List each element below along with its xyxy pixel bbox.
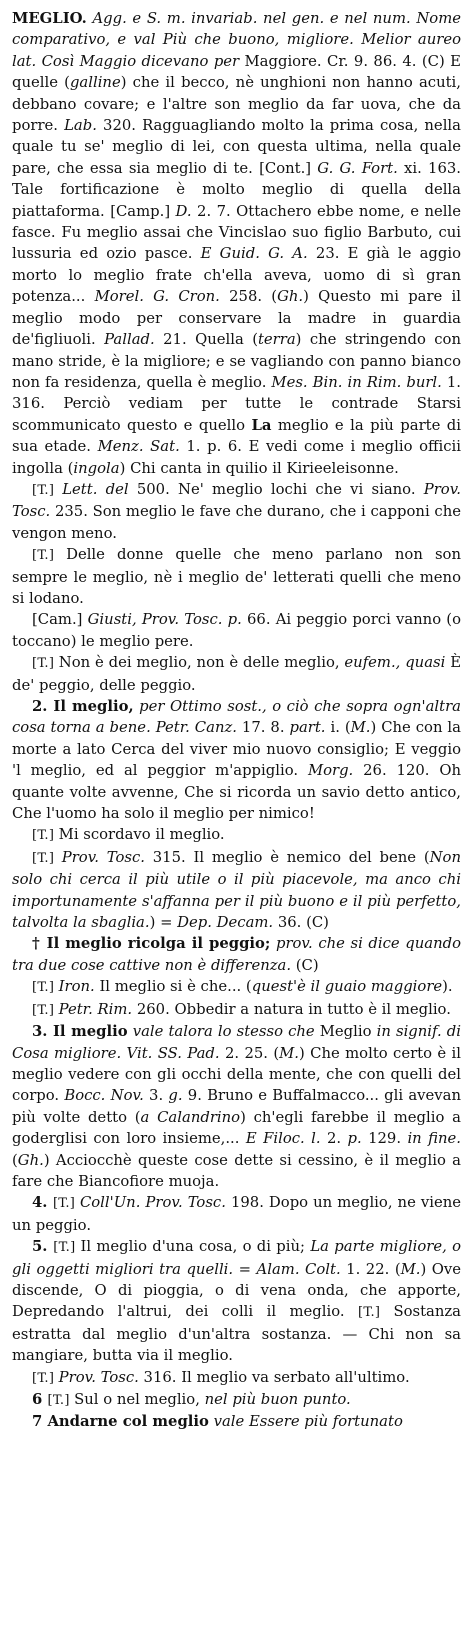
source-tag: [T.] xyxy=(32,1370,59,1386)
entry-paragraph xyxy=(12,1021,461,1192)
italic-text: Morel. G. Cron. xyxy=(94,288,220,306)
body-text: 129. xyxy=(361,1130,408,1148)
entry-paragraph xyxy=(12,479,461,544)
body-text: 2. 25. ( xyxy=(219,1044,280,1062)
body-text: ) Che con la morte a lato Cerca del viver mio nuovo consiglio; E veggio 'l meglio, ed al peggior m'appiglio. xyxy=(12,719,461,780)
body-text: ) Questo mi pare il meglio modo per conservare la madre in guardia de'figliuoli. xyxy=(12,288,462,349)
entry-paragraph xyxy=(12,609,461,652)
dictionary-entry-meglio xyxy=(12,8,461,1433)
italic-text: vale talora lo stesso che xyxy=(127,1023,320,1041)
italic-text: Prov. Tosc. xyxy=(12,480,462,521)
italic-text: in fine. xyxy=(407,1130,461,1148)
source-tag: [T.] xyxy=(32,482,63,498)
entry-paragraph xyxy=(12,1236,461,1366)
entry-paragraph xyxy=(12,933,461,976)
body-text: Il meglio si è che... ( xyxy=(94,978,252,996)
italic-text: in signif. di Cosa migliore. Vit. SS. Pad. xyxy=(12,1023,461,1062)
body-text: È de' peggio, delle peggio. xyxy=(12,654,461,694)
italic-text: part. xyxy=(289,719,326,737)
body-text: [Cam.] xyxy=(32,611,88,629)
italic-text: Petr. Canz. xyxy=(155,719,237,737)
italic-text: a Calandrino xyxy=(140,1108,241,1126)
body-text: 1. 316. Perciò vediam per tutte le contrade Starsi scommunicato questo e quello xyxy=(12,373,461,434)
body-text: 1. p. 6. E vedi come i meglio officii ingolla ( xyxy=(12,438,462,477)
entry-paragraph xyxy=(12,1389,461,1411)
body-text: 235. Son meglio le fave che durano, che i capponi che vengon meno. xyxy=(12,503,461,542)
body-text: 9. Bruno e Buffalmacco... gli avevan più volte detto ( xyxy=(12,1087,461,1126)
body-text: = xyxy=(233,1260,257,1278)
italic-text: Bocc. Nov. xyxy=(64,1087,144,1105)
body-text: ) che il becco, nè unghioni non hanno acuti, debbano covare; e l'altre son meglio da far uova, che da porre. xyxy=(12,74,461,135)
body-text: Meglio xyxy=(319,1023,372,1041)
entry-paragraph xyxy=(12,1367,461,1389)
body-text: 198. Dopo un meglio, ne viene un peggio. xyxy=(12,1194,462,1234)
italic-text: Lett. del xyxy=(62,480,129,498)
entry-paragraph xyxy=(12,696,461,824)
body-text: 2. xyxy=(320,1130,348,1148)
headword-text: 5. xyxy=(32,1238,54,1256)
italic-text: Agg. e S. m. invariab. nel gen. e nel num. Nome comparativo, e val Più che buono, migliore. Melior aureo lat. Così Maggio dicevano per xyxy=(12,10,461,70)
source-tag: [T.] xyxy=(52,1196,80,1212)
italic-text: vale Essere più fortunato xyxy=(208,1413,403,1431)
body-text: 17. 8. xyxy=(236,719,290,737)
body-text: 1. 22. ( xyxy=(340,1260,401,1278)
italic-text: Pallad. xyxy=(104,331,155,349)
headword-text: La xyxy=(251,416,272,434)
headword-text: 7 Andarne col meglio xyxy=(32,1413,209,1431)
italic-text: E Guid. G. A. xyxy=(200,245,308,263)
body-text: 36. (C) xyxy=(273,914,329,932)
body-text: ) Acciocchè queste cose dette si cessino, è il meglio a fare che Biancofiore muoja. xyxy=(12,1151,461,1190)
body-text: Non è dei meglio, non è delle meglio, xyxy=(58,654,345,672)
italic-text: Iron. xyxy=(58,978,95,996)
body-text: ) Ove discende, O di pioggia, o di vena onda, che apporte, Depredando l'altrui, dei colli il meglio. xyxy=(12,1260,461,1321)
source-tag: [T.] xyxy=(32,980,59,996)
source-tag: [T.] xyxy=(32,828,59,844)
body-text: ) ch'egli farebbe il meglio a goderglisi con loro insieme,... xyxy=(12,1108,461,1148)
body-text: ( xyxy=(12,1151,18,1169)
italic-text: p. xyxy=(347,1130,362,1148)
entry-paragraph xyxy=(12,824,461,846)
source-tag: [T.] xyxy=(53,1240,81,1256)
italic-text: quest'è il guaio maggiore xyxy=(251,978,443,996)
italic-text: Alam. Colt. xyxy=(256,1260,341,1278)
italic-text: Prov. Tosc. xyxy=(58,1368,139,1386)
body-text: Mi scordavo il meglio. xyxy=(58,826,225,844)
body-text: Sul o nel meglio, xyxy=(74,1391,205,1408)
source-tag: [T.] xyxy=(32,850,62,866)
entry-paragraph xyxy=(12,652,461,696)
headword-text: † Il meglio ricolga il peggio; xyxy=(32,935,271,953)
source-tag: [T.] xyxy=(47,1393,75,1408)
italic-text: Lab. xyxy=(64,117,97,135)
body-text: 260. Obbedir a natura in tutto è il meglio. xyxy=(132,1000,451,1018)
italic-text: Morg. xyxy=(307,762,354,780)
source-tag: [T.] xyxy=(32,656,59,672)
body-text: 21. Quella ( xyxy=(154,331,258,349)
entry-paragraph xyxy=(12,8,461,479)
entry-paragraph xyxy=(12,847,461,934)
body-text: ) Chi canta in quilio il Kirieeleisonne. xyxy=(119,459,399,477)
italic-text: Mes. Bin. in Rim. burl. xyxy=(271,373,442,391)
body-text: 320. Ragguagliando molto la prima cosa, nella quale tu se' meglio di lei, con questa ultima, nella quale pare, che essa sia meglio di te. [Cont.] xyxy=(12,117,461,177)
entry-paragraph xyxy=(12,1192,461,1236)
body-text: Il meglio d'una cosa, o di più; xyxy=(80,1238,311,1256)
italic-text: per Ottimo sost., o ciò che sopra ogn'altra cosa torna a bene. xyxy=(12,698,461,737)
body-text: ) Che molto certo è il meglio vedere con gli occhi della mente, che con quelli del corpo. xyxy=(12,1044,462,1105)
headword-text: 4. xyxy=(32,1194,53,1212)
body-text: 2. 7. Ottachero ebbe nome, e nelle fasce. Fu meglio assai che Vincislao suo figlio Barbuto, cui lussuria ed ozio pasce. xyxy=(12,202,461,263)
body-text: 26. 120. Oh quante volte avvenne, Che si ricorda un savio detto antico, Che l'uomo ha solo il meglio per nimico! xyxy=(12,762,462,823)
entry-paragraph xyxy=(12,976,461,998)
italic-text: Petr. Rim. xyxy=(58,1000,133,1018)
body-text: i. ( xyxy=(325,719,351,737)
italic-text: M. xyxy=(400,1260,421,1278)
entry-paragraph xyxy=(12,1411,461,1432)
headword-text: 6 xyxy=(32,1391,48,1408)
italic-text: g. xyxy=(168,1087,183,1105)
body-text: (C) xyxy=(291,956,319,974)
body-text: 316. Il meglio va serbato all'ultimo. xyxy=(138,1368,410,1386)
italic-text: eufem., quasi xyxy=(344,654,446,672)
headword-text: MEGLIO. xyxy=(12,10,87,27)
italic-text: Coll'Un. Prov. Tosc. xyxy=(79,1194,226,1212)
body-text: ) = xyxy=(149,914,178,932)
italic-text: Prov. Tosc. xyxy=(61,848,145,866)
italic-text: E Filoc. l. xyxy=(245,1130,321,1148)
body-text: 500. Ne' meglio lochi che vi siano. xyxy=(128,480,424,498)
body-text: 315. Il meglio è nemico del bene ( xyxy=(144,848,430,866)
body-text: xi. 163. Tale fortificazione è molto meglio di quella della piattaforma. [Camp.] xyxy=(12,159,461,220)
italic-text: Non solo chi cerca il più utile o il più piacevole, ma anco chi importunamente s'affanna per il più buono e il più perfetto, talvolta la sbaglia. xyxy=(12,848,461,932)
source-tag: [T.] xyxy=(358,1305,394,1321)
italic-text: D. xyxy=(175,202,192,220)
italic-text: galline xyxy=(69,74,121,92)
body-text: meglio e la più parte di sua etade. xyxy=(12,416,461,456)
source-tag: [T.] xyxy=(32,1002,59,1018)
italic-text: terra xyxy=(257,331,296,349)
italic-text: Menz. Sat. xyxy=(97,438,180,456)
italic-text: prov. che si dice quando tra due cose cattive non è differenza. xyxy=(12,935,461,974)
headword-text: 2. Il meglio, xyxy=(32,698,134,715)
italic-text: ingola xyxy=(73,459,120,477)
italic-text: M. xyxy=(350,719,371,737)
body-text: Delle donne quelle che meno parlano non son sempre le meglio, nè i meglio de' letterati quelli che meno si lodano. xyxy=(12,546,461,607)
body-text: ) che stringendo con mano stride, è la migliore; e se vagliando con panno bianco non fa residenza, quella è meglio. xyxy=(12,331,461,391)
italic-text: M. xyxy=(279,1044,300,1062)
italic-text: nel più buon punto. xyxy=(204,1391,351,1408)
body-text: 23. E già le aggio morto lo meglio frate ch'ella aveva, uomo di sì gran potenza... xyxy=(12,245,461,306)
entry-paragraph xyxy=(12,544,461,609)
italic-text: Dep. Decam. xyxy=(177,914,274,932)
italic-text: Gh. xyxy=(277,288,304,306)
body-text: Maggiore. Cr. 9. 86. 4. (C) E quelle ( xyxy=(12,52,461,92)
italic-text: Gh. xyxy=(17,1151,44,1169)
body-text: ). xyxy=(442,978,453,996)
headword-text: 3. Il meglio xyxy=(32,1023,128,1041)
italic-text: G. G. Fort. xyxy=(317,159,398,177)
body-text: 66. Ai peggio porci vanno (o toccano) le meglio pere. xyxy=(12,611,461,650)
source-tag: [T.] xyxy=(32,548,67,564)
body-text: 258. ( xyxy=(219,288,278,306)
italic-text: La parte migliore, o gli oggetti migliori tra quelli. xyxy=(12,1238,461,1278)
italic-text: Giusti, Prov. Tosc. p. xyxy=(87,611,242,629)
body-text: Sostanza estratta dal meglio d'un'altra sostanza. — Chi non sa mangiare, butta via il meglio. xyxy=(12,1303,461,1365)
body-text: 3. xyxy=(143,1087,169,1105)
entry-paragraph xyxy=(12,999,461,1021)
